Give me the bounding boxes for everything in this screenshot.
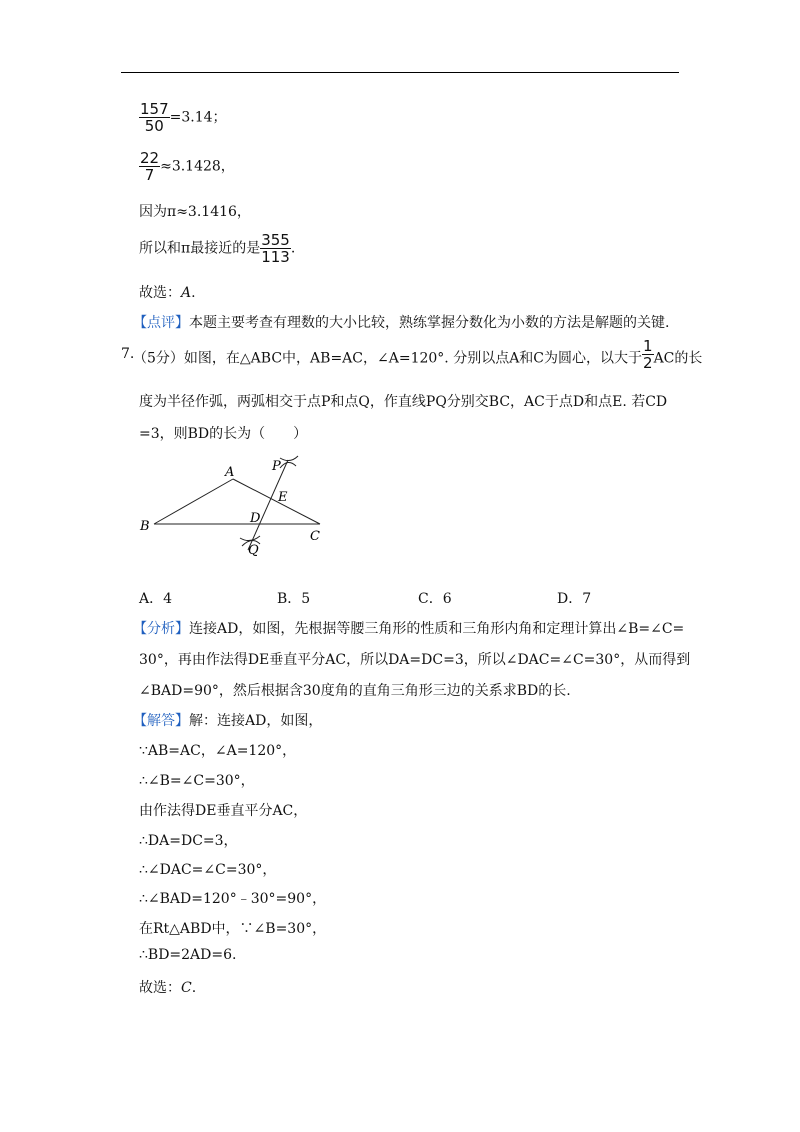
final-choice xyxy=(139,977,196,997)
comment-tag: 【点评】 xyxy=(133,315,189,331)
question-stem-3: =3，则BD的长为（ ） xyxy=(139,426,308,442)
denominator: 113 xyxy=(261,248,290,266)
fraction-line-2 xyxy=(139,150,235,183)
analysis-text-1: 连接AD，如图，先根据等腰三角形的性质和三角形内角和定理计算出∠B=∠C= xyxy=(189,621,685,637)
arc-q xyxy=(240,536,260,541)
answer-step-4: ∴DA=DC=3， xyxy=(139,833,238,849)
answer-step-5: ∴∠DAC=∠C=30°， xyxy=(139,862,277,878)
question-stem-1 xyxy=(133,337,703,372)
fraction-157-50 xyxy=(139,101,170,134)
answer-step-7: 在Rt△ABD中，∵∠B=30°， xyxy=(139,921,327,937)
final-prefix: 故选： xyxy=(139,980,181,996)
answer-step-1: ∵AB=AC，∠A=120°， xyxy=(139,743,297,759)
numerator: 1 xyxy=(643,337,653,355)
option-b[interactable]: B．5 xyxy=(277,591,311,607)
analysis-line-1 xyxy=(133,618,684,638)
choice-prefix: 故选： xyxy=(139,285,181,301)
segment-ab xyxy=(154,479,233,524)
final-value: C xyxy=(181,980,192,996)
choice-value: A xyxy=(181,285,192,301)
comment-text: 本题主要考查有理数的大小比较，熟练掌握分数化为小数的方法是解题的关键. xyxy=(189,315,670,331)
label-c: C xyxy=(310,529,320,544)
comment-line xyxy=(133,312,669,332)
label-e: E xyxy=(278,490,288,505)
pi-line: 因为π≈3.1416， xyxy=(139,204,251,220)
question-stem-2: 度为半径作弧，两弧相交于点P和点Q，作直线PQ分别交BC，AC于点D和点E. 若CD xyxy=(139,394,668,410)
fraction-355-113 xyxy=(260,232,291,265)
label-q: Q xyxy=(248,543,259,558)
answer-step-8: ∴BD=2AD=6. xyxy=(139,947,237,963)
label-d: D xyxy=(250,511,261,526)
label-p: P xyxy=(272,459,281,474)
analysis-tag: 【分析】 xyxy=(133,621,189,637)
answer-step-6: ∴∠BAD=120°﹣30°=90°， xyxy=(139,891,327,907)
line-pq xyxy=(248,460,288,550)
option-c[interactable]: C．6 xyxy=(418,591,452,607)
numerator: 22 xyxy=(140,149,160,167)
denominator: 50 xyxy=(144,117,164,135)
answer-step-3: 由作法得DE垂直平分AC， xyxy=(139,803,308,819)
numerator: 157 xyxy=(140,100,169,118)
label-a: A xyxy=(225,465,235,480)
final-suffix: . xyxy=(191,980,197,996)
fraction-result: ≈3.1428， xyxy=(160,158,235,175)
triangle-figure xyxy=(130,450,340,560)
answer-head: 解：连接AD，如图， xyxy=(189,713,323,729)
stem-part-b: AC的长 xyxy=(653,350,703,367)
stem-part-a: （5分）如图，在△ABC中，AB=AC，∠A=120°. 分别以点A和C为圆心，以大于 xyxy=(133,350,643,367)
analysis-line-3: ∠BAD=90°，然后根据含30度角的直角三角形三边的关系求BD的长. xyxy=(139,683,571,699)
answer-step-2: ∴∠B=∠C=30°， xyxy=(139,773,255,789)
fraction-one-half xyxy=(642,338,654,371)
label-b: B xyxy=(140,519,150,534)
denominator: 7 xyxy=(144,166,155,184)
answer-tag: 【解答】 xyxy=(133,713,189,729)
option-a[interactable]: A．4 xyxy=(139,591,173,607)
option-d[interactable]: D．7 xyxy=(557,591,592,607)
closest-prefix: 所以和π最接近的是 xyxy=(139,240,261,257)
denominator: 2 xyxy=(643,354,653,372)
choice-suffix: . xyxy=(191,285,196,301)
closest-line xyxy=(139,232,295,265)
arc-p-2 xyxy=(280,462,296,468)
question-number: 7. xyxy=(121,346,135,362)
analysis-line-2: 30°，再由作法得DE垂直平分AC，所以DA=DC=3，所以∠DAC=∠C=30°，从而得到 xyxy=(139,652,691,668)
numerator: 355 xyxy=(261,231,290,249)
prev-choice xyxy=(139,282,196,302)
fraction-result: =3.14； xyxy=(169,109,227,126)
fraction-22-7 xyxy=(139,150,160,183)
arc-p xyxy=(280,456,298,461)
answer-line xyxy=(133,710,322,730)
fraction-line-1 xyxy=(139,101,227,134)
header-rule xyxy=(121,72,679,73)
closest-suffix: . xyxy=(290,240,296,257)
